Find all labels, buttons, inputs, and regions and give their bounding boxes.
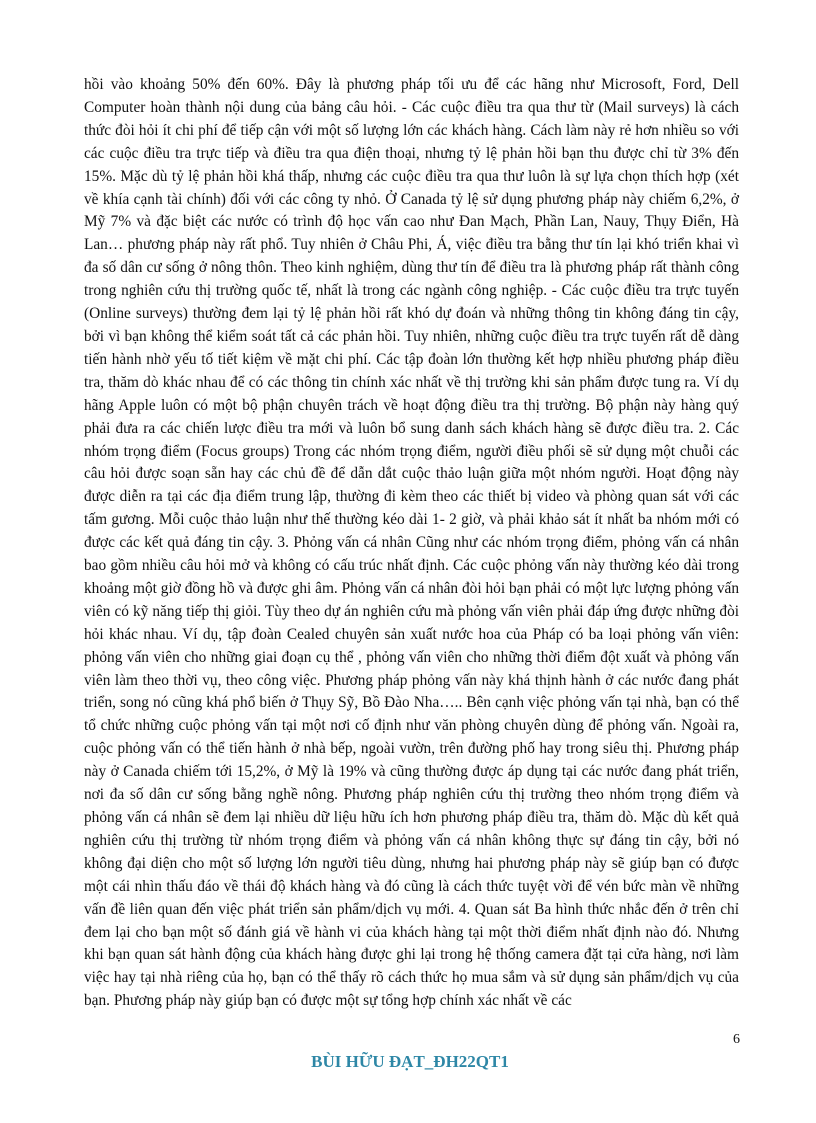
page-number: 6 xyxy=(733,1032,740,1047)
body-paragraph: hồi vào khoảng 50% đến 60%. Đây là phương pháp tối ưu để các hãng như Microsoft, Ford, Dell Computer hoàn thành nội dung của bảng câu hỏi. - Các cuộc điều tra qua thư từ (Mail surveys) là cách thức đòi hỏi ít chi phí để tiếp cận với một số lượng lớn các khách hàng. Cách làm này rẻ hơn nhiều so với các cuộc điều tra trực tiếp và điều tra qua điện thoại, nhưng tỷ lệ phản hồi bạn thu được chỉ từ 3% đến 15%. Mặc dù tỷ lệ phản hồi khá thấp, nhưng các cuộc điều tra qua thư luôn là sự lựa chọn thích hợp (xét về khía cạnh tài chính) đối với các công ty nhỏ. Ở Canada tỷ lệ sử dụng phương pháp này chiếm 6,2%, ở Mỹ 7% và đặc biệt các nước có trình độ học vấn cao như Đan Mạch, Phần Lan, Nauy, Thụy Điển, Hà Lan… phương pháp này rất phổ. Tuy nhiên ở Châu Phi, Á, việc điều tra bằng thư tín lại khó triển khai vì đa số dân cư sống ở nông thôn. Theo kinh nghiệm, dùng thư tín để điều tra là phương pháp rất thành công trong nghiên cứu thị trường quốc tế, nhất là trong các ngành công nghiệp. - Các cuộc điều tra trực tuyến (Online surveys) thường đem lại tỷ lệ phản hồi rất khó dự đoán và những thông tin không đáng tin cậy, bởi vì bạn không thể kiểm soát tất cả các phản hồi. Tuy nhiên, những cuộc điều tra trực tuyến rất dễ dàng tiến hành nhờ yếu tố tiết kiệm về mặt chi phí. Các tập đoàn lớn thường kết hợp nhiều phương pháp điều tra, thăm dò khác nhau để có các thông tin chính xác nhất về thị trường khi sản phẩm được tung ra. Ví dụ hãng Apple luôn có một bộ phận chuyên trách về hoạt động điều tra thị trường. Bộ phận này hàng quý phải đưa ra các chiến lược điều tra mới và luôn bổ sung danh sách khách hàng sẽ được điều tra. 2. Các nhóm trọng điểm (Focus groups) Trong các nhóm trọng điểm, người điều phối sẽ sử dụng một chuỗi các câu hỏi được soạn sẵn hay các chủ đề để dẫn dắt cuộc thảo luận giữa một nhóm người. Hoạt động này được diễn ra tại các địa điểm trung lập, thường đi kèm theo các thiết bị video và phòng quan sát với các tấm gương. Mỗi cuộc thảo luận như thế thường kéo dài 1- 2 giờ, và phải khảo sát ít nhất ba nhóm mới có được các kết quả đáng tin cậy. 3. Phỏng vấn cá nhân Cũng như các nhóm trọng điểm, phỏng vấn cá nhân bao gồm nhiều câu hỏi mở và không có cấu trúc nhất định. Các cuộc phỏng vấn này thường kéo dài trong khoảng một giờ đồng hồ và được ghi âm. Phỏng vấn cá nhân đòi hỏi bạn phải có một lực lượng phỏng vấn viên có kỹ năng tiếp thị giỏi. Tùy theo dự án nghiên cứu mà phỏng vấn viên phải đáp ứng được những đòi hỏi khác nhau. Ví dụ, tập đoàn Cealed chuyên sản xuất nước hoa của Pháp có ba loại phỏng vấn viên: phỏng vấn viên cho những giai đoạn cụ thể , phỏng vấn viên cho những thời điểm đột xuất và phỏng vấn viên làm theo thời vụ, theo công việc. Phương pháp phỏng vấn này khá thịnh hành ở các nước đang phát triển, song nó cũng khá phổ biến ở Thụy Sỹ, Bồ Đào Nha….. Bên cạnh việc phỏng vấn tại nhà, bạn có thể tổ chức những cuộc phỏng vấn tại một nơi cố định như văn phòng chuyên dùng để phỏng vấn. Ngoài ra, cuộc phỏng vấn có thể tiến hành ở nhà bếp, ngoài vườn, trên đường phố hay trong siêu thị. Phương pháp này ở Canada chiếm tới 15,2%, ở Mỹ là 19% và cũng thường được áp dụng tại các nước đang phát triển, nơi đa số dân cư sống bằng nghề nông. Phương pháp nghiên cứu thị trường theo nhóm trọng điểm và phỏng vấn cá nhân sẽ đem lại nhiều dữ liệu hữu ích hơn phương pháp điều tra, thăm dò. Mặc dù kết quả nghiên cứu thị trường từ nhóm trọng điểm và phỏng vấn cá nhân không thực sự đáng tin cậy, bởi nó không đại diện cho một số lượng lớn người tiêu dùng, nhưng hai phương pháp này sẽ giúp bạn có được một cái nhìn thấu đáo về thái độ khách hàng và đó cũng là cách thức tuyệt vời để vén bức màn về những vấn đề liên quan đến việc phát triển sản phẩm/dịch vụ mới. 4. Quan sát Ba hình thức nhắc đến ở trên chỉ đem lại cho bạn một số đánh giá về hành vi của khách hàng tại một thời điểm nhất định nào đó. Nhưng khi bạn quan sát hành động của khách hàng được ghi lại trong hệ thống camera đặt tại cửa hàng, nơi làm việc hay tại nhà riêng của họ, bạn có thể thấy rõ cách thức họ mua sắm và sử dụng sản phẩm/dịch vụ của bạn. Phương pháp này giúp bạn có được một sự tổng hợp chính xác nhất về các xyxy=(84,76,739,1010)
page-footer: BÙI HỮU ĐẠT_ĐH22QT1 xyxy=(311,1052,509,1071)
